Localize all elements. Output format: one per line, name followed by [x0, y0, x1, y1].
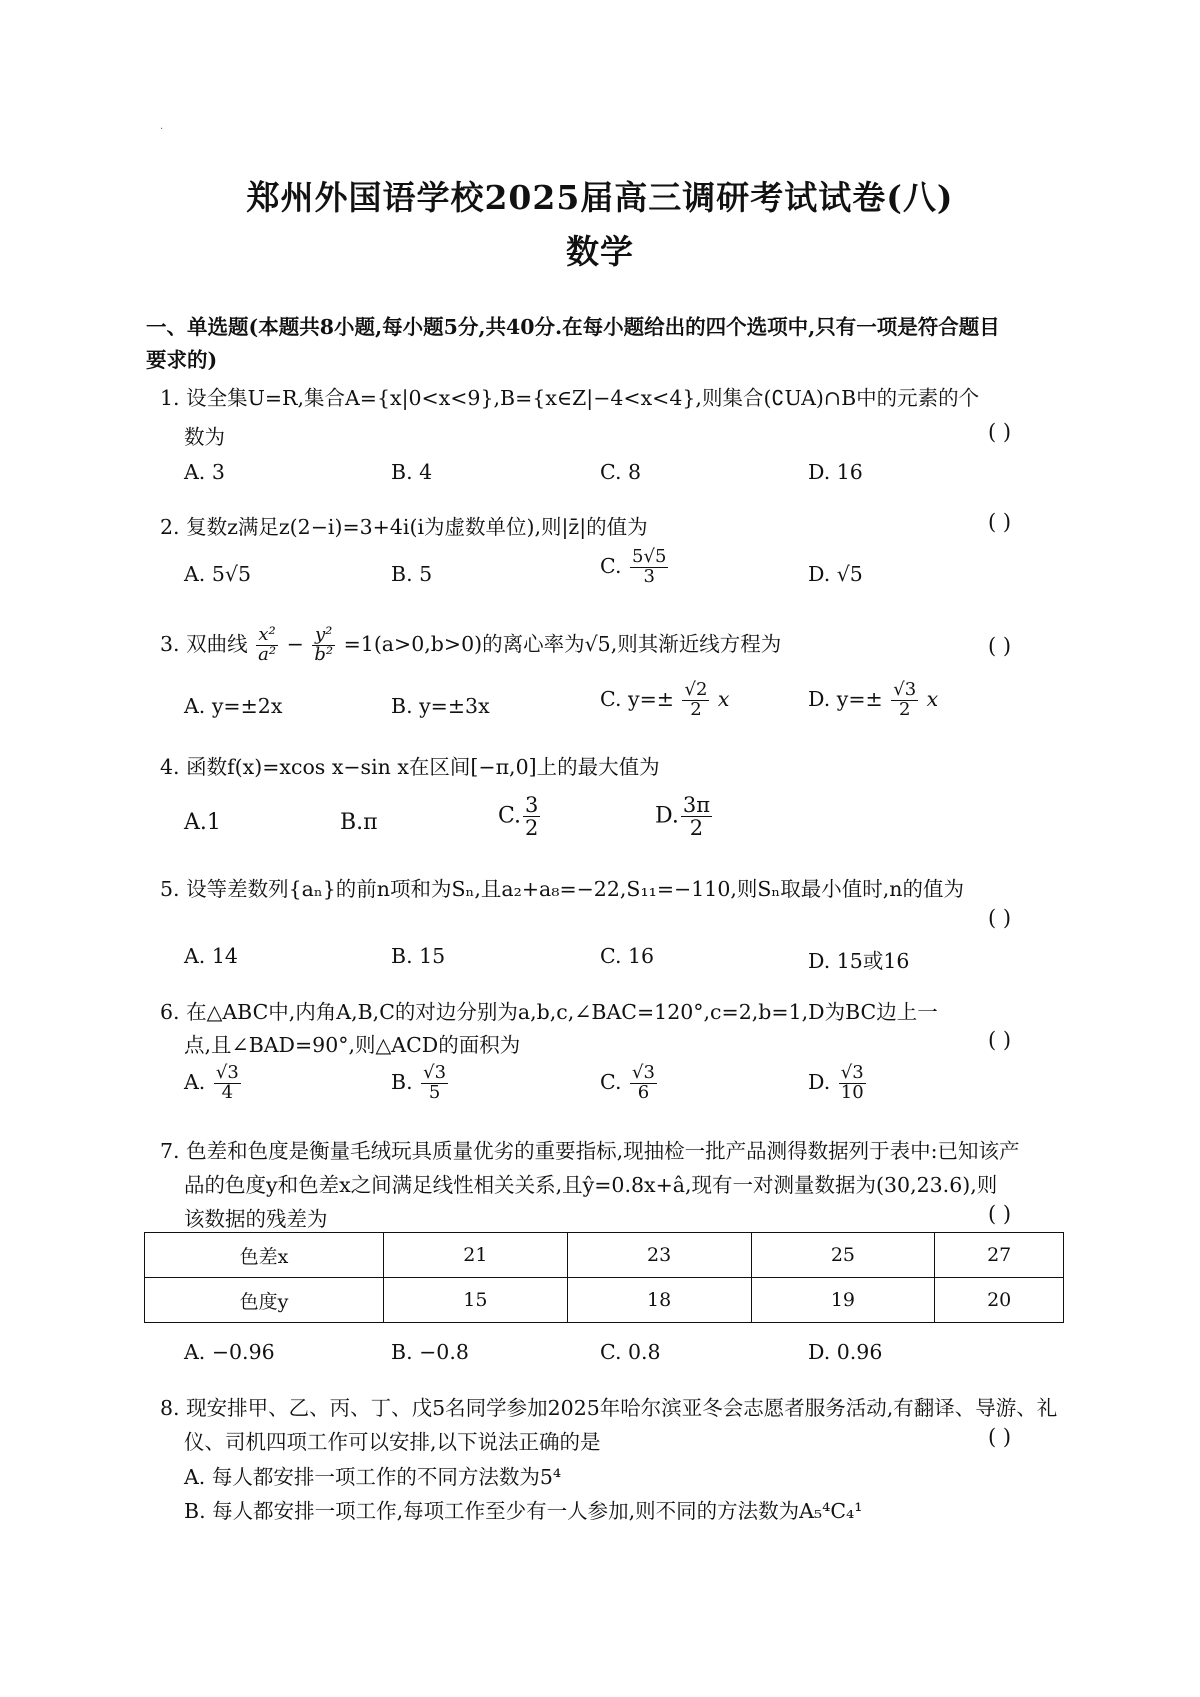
fraction-denominator: 2: [898, 698, 911, 720]
q5-option-c: C. 16: [600, 944, 655, 968]
question-4-line1: 4. 函数f(x)=xcos x−sin x在区间[−π,0]上的最大值为: [160, 755, 660, 779]
q1-option-a: A. 3: [184, 460, 225, 484]
fraction-numerator: √3: [840, 1062, 864, 1083]
q5-option-d: D. 15或16: [808, 949, 910, 973]
table-row: [145, 1233, 1064, 1278]
fraction-denominator: a²: [258, 643, 277, 665]
fraction-denominator: 5: [428, 1081, 441, 1103]
fraction-numerator: 3π: [682, 793, 711, 817]
q4-option-c-fraction: [523, 794, 540, 839]
question-7-line2: 品的色度y和色差x之间满足线性相关关系,且ŷ=0.8x+â,现有一对测量数据为(30,23.6),则: [184, 1173, 998, 1197]
q6-option-a-fraction: [214, 1064, 241, 1103]
question-7-line1: 7. 色差和色度是衡量毛绒玩具质量优劣的重要指标,现抽检一批产品测得数据列于表中:已知该产: [160, 1139, 1020, 1163]
q3-suffix: =1(a>0,b>0)的离心率为√5,则其渐近线方程为: [343, 631, 782, 656]
q7-option-d: D. 0.96: [808, 1340, 883, 1364]
q6-option-a-label: A.: [184, 1069, 206, 1094]
q4-option-d-fraction: [681, 794, 712, 839]
answer-blank-1: ( ): [988, 420, 1012, 444]
q7-option-c: C. 0.8: [600, 1340, 661, 1364]
q1-option-c: C. 8: [600, 460, 642, 484]
table-cell: 23: [567, 1233, 751, 1278]
question-8-line1: 8. 现安排甲、乙、丙、丁、戊5名同学参加2025年哈尔滨亚冬会志愿者服务活动,有翻译、导游、礼: [160, 1396, 1058, 1420]
q3-option-d: [808, 681, 938, 720]
q6-option-d: [808, 1064, 868, 1103]
fraction-denominator: 2: [690, 698, 702, 720]
q4-option-d-label: D.: [655, 803, 679, 829]
fraction-denominator: 2: [689, 816, 704, 841]
q4-option-a: A.1: [184, 810, 221, 835]
fraction-numerator: 3: [525, 793, 539, 817]
q6-option-c-fraction: [630, 1064, 657, 1103]
q3-prefix: 3. 双曲线: [160, 631, 248, 656]
q2-option-a: A. 5√5: [184, 562, 251, 586]
table-cell: 18: [567, 1278, 751, 1323]
subject-title: 数学: [566, 232, 634, 271]
fraction-denominator: 2: [525, 816, 539, 841]
q2-option-c-fraction: [630, 548, 668, 587]
answer-blank-5: ( ): [988, 906, 1012, 930]
answer-blank-2: ( ): [988, 510, 1012, 534]
q3-option-c-fraction: [682, 681, 709, 720]
answer-blank-7: ( ): [988, 1202, 1012, 1226]
q6-option-b-fraction: [421, 1064, 448, 1103]
q3-option-c-label: C. y=±: [600, 686, 674, 711]
fraction-denominator: b²: [314, 643, 334, 665]
q6-option-d-label: D.: [808, 1069, 831, 1094]
question-1-line2: 数为: [184, 425, 225, 449]
q4-option-d: [655, 794, 714, 839]
answer-blank-8: ( ): [988, 1425, 1012, 1449]
q5-option-b: B. 15: [391, 944, 446, 968]
fraction-denominator: 10: [840, 1081, 864, 1103]
fraction-denominator: 6: [637, 1081, 650, 1103]
question-8-line2: 仪、司机四项工作可以安排,以下说法正确的是: [184, 1430, 601, 1454]
q6-option-c-label: C.: [600, 1069, 622, 1094]
q3-option-b: B. y=±3x: [391, 694, 490, 718]
q2-option-c-label: C.: [600, 553, 622, 578]
exam-title: 郑州外国语学校2025届高三调研考试试卷(八): [246, 178, 954, 217]
q1-option-d: D. 16: [808, 460, 863, 484]
q7-option-a: A. −0.96: [184, 1340, 275, 1364]
fraction-numerator: √3: [632, 1062, 655, 1083]
fraction-numerator: √3: [423, 1062, 447, 1083]
q6-option-b: [391, 1064, 450, 1103]
section-heading-line1: 一、单选题(本题共8小题,每小题5分,共40分.在每小题给出的四个选项中,只有一项是符合题目: [146, 315, 1000, 339]
q8-option-a: A. 每人都安排一项工作的不同方法数为5⁴: [184, 1465, 562, 1489]
data-table: [144, 1232, 1064, 1323]
fraction-numerator: √3: [215, 1062, 239, 1083]
table-cell: 25: [751, 1233, 935, 1278]
q6-option-c: [600, 1064, 659, 1103]
q3-fraction-y: [312, 626, 335, 665]
q3-minus: −: [286, 631, 304, 656]
q6-option-a: [184, 1064, 243, 1103]
question-7-line3: 该数据的残差为: [184, 1207, 328, 1231]
q6-option-b-label: B.: [391, 1069, 413, 1094]
answer-blank-3: ( ): [988, 634, 1012, 658]
q8-option-b: B. 每人都安排一项工作,每项工作至少有一人参加,则不同的方法数为A₅⁴C₄¹: [184, 1499, 863, 1523]
q6-option-d-fraction: [839, 1064, 866, 1103]
table-cell: 色差x: [145, 1233, 384, 1278]
q7-option-b: B. −0.8: [391, 1340, 469, 1364]
q2-option-d: D. √5: [808, 562, 863, 586]
scan-dot: ·: [160, 124, 164, 135]
question-1-line1: 1. 设全集U=R,集合A={x|0<x<9},B={x∈Z|−4<x<4},则集合(∁UA)∩B中的元素的个: [160, 386, 980, 410]
q3-option-c: [600, 681, 729, 720]
q3-option-d-x: x: [926, 686, 939, 711]
fraction-numerator: x²: [256, 626, 278, 646]
table-cell: 15: [383, 1278, 567, 1323]
q4-option-b: B.π: [340, 810, 378, 835]
section-heading-line2: 要求的): [146, 348, 218, 372]
q4-option-c-label: C.: [498, 803, 522, 829]
answer-blank-6: ( ): [988, 1028, 1012, 1052]
fraction-numerator: y²: [312, 626, 335, 646]
question-6-line1: 6. 在△ABC中,内角A,B,C的对边分别为a,b,c,∠BAC=120°,c=2,b=1,D为BC边上一: [160, 1000, 938, 1024]
table-cell: 色度y: [145, 1278, 384, 1323]
q4-option-c: [498, 794, 542, 839]
q2-option-c: [600, 548, 670, 587]
q3-fraction-x: [256, 626, 278, 665]
table-cell: 27: [935, 1233, 1064, 1278]
q3-option-a: A. y=±2x: [184, 694, 283, 718]
fraction-denominator: 4: [221, 1081, 234, 1103]
q1-option-b: B. 4: [391, 460, 433, 484]
question-3-line1: [160, 626, 781, 665]
q3-option-d-fraction: [891, 681, 918, 720]
q3-option-d-label: D. y=±: [808, 686, 883, 711]
q3-option-c-x: x: [717, 686, 730, 711]
table-row: [145, 1278, 1064, 1323]
table-cell: 21: [383, 1233, 567, 1278]
fraction-numerator: √3: [893, 679, 917, 700]
table-cell: 20: [935, 1278, 1064, 1323]
fraction-numerator: √2: [684, 679, 708, 700]
q2-option-b: B. 5: [391, 562, 433, 586]
question-5-line1: 5. 设等差数列{aₙ}的前n项和为Sₙ,且a₂+a₈=−22,S₁₁=−110,则Sₙ取最小值时,n的值为: [160, 877, 965, 901]
q5-option-a: A. 14: [184, 944, 238, 968]
question-2-line1: 2. 复数z满足z(2−i)=3+4i(i为虚数单位),则|z̄|的值为: [160, 515, 648, 539]
table-cell: 19: [751, 1278, 935, 1323]
fraction-denominator: 3: [643, 565, 655, 587]
fraction-numerator: 5√5: [632, 546, 667, 567]
question-6-line2: 点,且∠BAD=90°,则△ACD的面积为: [184, 1033, 521, 1057]
